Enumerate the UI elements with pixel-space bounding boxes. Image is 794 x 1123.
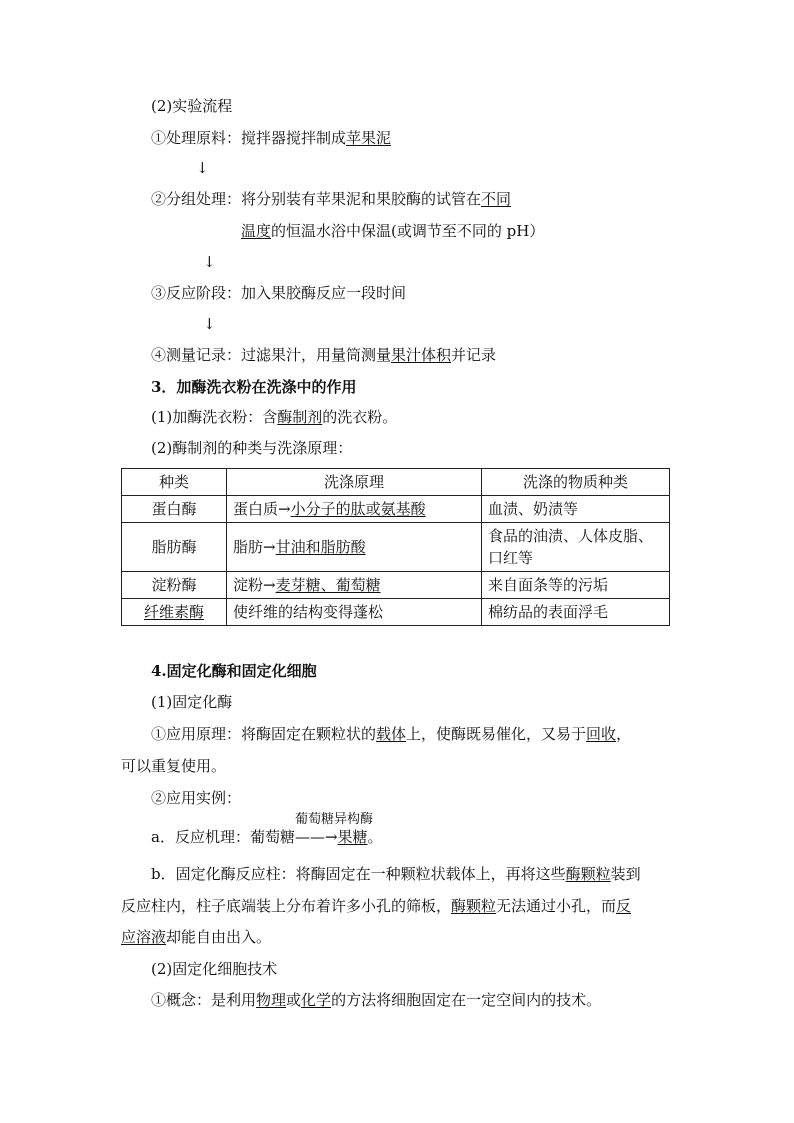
table-cell: 血渍、奶渍等: [482, 496, 670, 523]
reaction-column-2: 反应柱内，柱子底端装上分布着许多小孔的筛板，酶颗粒无法通过小孔，而反: [121, 897, 632, 915]
reaction-column-3: 应溶液却能自由出入。: [121, 928, 272, 946]
table-cell: 蛋白酶: [122, 496, 227, 523]
table-cell: 棉纺品的表面浮毛: [482, 599, 670, 626]
section-3-title: 3．加酶洗衣粉在洗涤中的作用: [151, 378, 357, 396]
table-cell: 淀粉→麦芽糖、葡萄糖: [227, 572, 482, 599]
down-arrow-icon: ↓: [203, 253, 216, 271]
table-cell: 脂肪酶: [122, 523, 227, 572]
section-4-title: 4.固定化酶和固定化细胞: [151, 662, 317, 680]
down-arrow-icon: ↓: [196, 159, 209, 177]
flow-step-2-cont: 温度的恒温水浴中保温(或调节至不同的 pH）: [241, 222, 545, 240]
table-cell: 蛋白质→小分子的肽或氨基酸: [227, 496, 482, 523]
table-cell: 脂肪→甘油和脂肪酸: [227, 523, 482, 572]
section-3-p2: (2)酶制剂的种类与洗涤原理：: [151, 439, 353, 457]
table-header: 种类: [122, 469, 227, 496]
table-row: [122, 599, 670, 626]
flow-step-2: ②分组处理：将分别装有苹果泥和果胶酶的试管在不同: [151, 190, 512, 208]
enzyme-label: 葡萄糖异构酶: [294, 812, 373, 827]
table-row: [122, 572, 670, 599]
section-4-sub2: (2)固定化细胞技术: [151, 960, 278, 978]
section-4-examples: ②应用实例：: [151, 789, 242, 807]
reaction-mechanism: a．反应机理：葡萄糖 葡萄糖异构酶 ——→果糖。: [151, 812, 383, 846]
table-cell: 使纤维的结构变得蓬松: [227, 599, 482, 626]
down-arrow-icon: ↓: [203, 315, 216, 333]
enzyme-table: [121, 468, 670, 626]
section-4-principle: ①应用原理：将酶固定在颗粒状的载体上，使酶既易催化，又易于回收，: [151, 725, 632, 743]
table-header: 洗涤原理: [227, 469, 482, 496]
table-row: [122, 523, 670, 572]
reaction-arrow-icon: ——→: [294, 828, 338, 846]
immobilized-cell-concept: ①概念：是利用物理或化学的方法将细胞固定在一定空间内的技术。: [151, 991, 602, 1009]
reaction-column-1: b．固定化酶反应柱：将酶固定在一种颗粒状载体上，再将这些酶颗粒装到: [151, 865, 641, 883]
table-header: 洗涤的物质种类: [482, 469, 670, 496]
table-cell: 食品的油渍、人体皮脂、 口红等: [482, 523, 670, 572]
table-row: [122, 496, 670, 523]
table-cell: 来自面条等的污垢: [482, 572, 670, 599]
flow-step-1: ①处理原料：搅拌器搅拌制成苹果泥: [151, 129, 392, 147]
flow-step-3: ③反应阶段：加入果胶酶反应一段时间: [151, 284, 407, 302]
flow-title: (2)实验流程: [151, 97, 233, 115]
table-cell: 淀粉酶: [122, 572, 227, 599]
section-4-principle-cont: 可以重复使用。: [121, 757, 227, 775]
flow-step-4: ④测量记录：过滤果汁，用量筒测量果汁体积并记录: [151, 346, 497, 364]
table-header-row: [122, 469, 670, 496]
table-cell: 纤维素酶: [122, 599, 227, 626]
section-4-sub1: (1)固定化酶: [151, 693, 233, 711]
section-3-p1: (1)加酶洗衣粉：含酶制剂的洗衣粉。: [151, 408, 398, 426]
